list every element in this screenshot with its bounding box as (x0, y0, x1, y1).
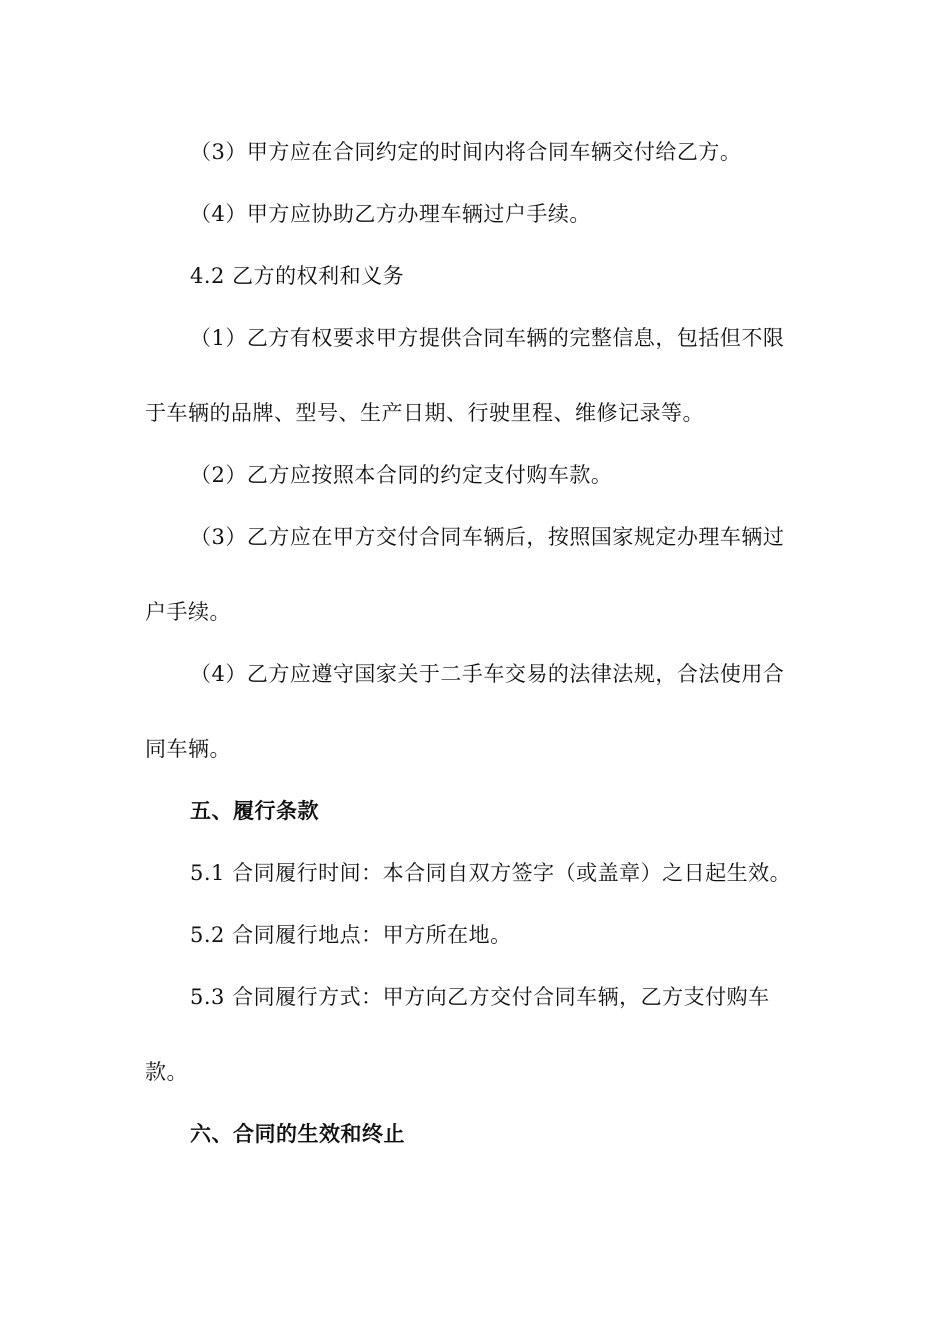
section-heading: 六、合同的生效和终止 (190, 1122, 405, 1146)
paragraph-line: 同车辆。 (145, 737, 231, 761)
paragraph-line: （4）乙方应遵守国家关于二手车交易的法律法规，合法使用合 (190, 662, 785, 686)
paragraph-line: 款。 (145, 1060, 188, 1084)
paragraph-line: （3）乙方应在甲方交付合同车辆后，按照国家规定办理车辆过 (190, 525, 785, 549)
paragraph-line: 于车辆的品牌、型号、生产日期、行驶里程、维修记录等。 (145, 401, 704, 425)
paragraph-line: 5.3 合同履行方式：甲方向乙方交付合同车辆，乙方支付购车 (190, 985, 770, 1009)
paragraph-line: 5.1 合同履行时间：本合同自双方签字（或盖章）之日起生效。 (190, 861, 792, 885)
paragraph-line: 户手续。 (145, 600, 231, 624)
paragraph-line: 5.2 合同履行地点：甲方所在地。 (190, 923, 512, 947)
paragraph-line: （4）甲方应协助乙方办理车辆过户手续。 (190, 202, 591, 226)
paragraph-line: （2）乙方应按照本合同的约定支付购车款。 (190, 463, 613, 487)
paragraph-line: （1）乙方有权要求甲方提供合同车辆的完整信息，包括但不限 (190, 326, 785, 350)
section-heading: 五、履行条款 (190, 799, 319, 823)
paragraph-line: （3）甲方应在合同约定的时间内将合同车辆交付给乙方。 (190, 140, 742, 164)
section-subheading: 4.2 乙方的权利和义务 (190, 264, 405, 288)
